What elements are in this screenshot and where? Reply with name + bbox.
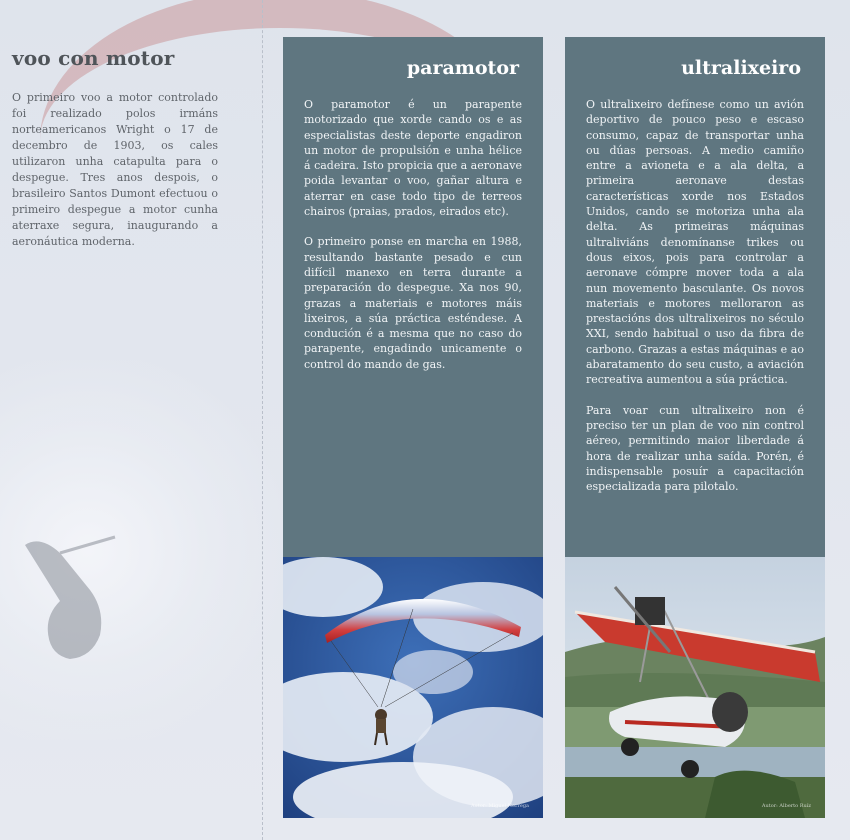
intro-section bbox=[12, 46, 218, 250]
paramotor-body bbox=[304, 97, 522, 387]
paramotor-title: paramotor bbox=[406, 57, 519, 79]
background-cloud bbox=[0, 360, 280, 740]
paramotor-photo bbox=[283, 557, 543, 818]
paramotor-paragraph-2: O primeiro ponse en marcha en 1988, resultando bastante pesado e cun difícil manexo en terra durante a preparación do despegue. Xa nos 90, grazas a materiais e motores máis lixeiros, a súa práctica esténdese. A condución é a mesma que no caso do parapente, engadindo unicamente o control do mando de gas. bbox=[304, 235, 522, 371]
paramotor-photo-credit: Autor: Miguel Nerrega bbox=[470, 803, 529, 809]
intro-title: voo con motor bbox=[12, 46, 175, 70]
ultralixeiro-photo-credit: Autor: Alberto Ruíz bbox=[761, 803, 811, 809]
paramotor-paragraph-1: O paramotor é un parapente motorizado que xorde cando os e as especialistas deste deporte engadiron un motor de propulsión e unha hélice á cadeira. Isto propicia que a aeronave poida levantar o voo, gañar altura e aterrar en case todo tipo de terreos chairos (praias, prados, eirados etc). bbox=[304, 98, 522, 219]
ultralixeiro-paragraph-1: O ultralixeiro defínese como un avión deportivo de pouco peso e escaso consumo, capaz de transportar unha ou dúas persoas. A medio camiño entre a avioneta e a ala delta, a primeira aeronave destas características xorde nos Estados Unidos, cando se motoriza unha ala delta. As primeiras máquinas ultraliviáns denomínanse trikes ou dous eixos, pois para controlar a aeronave cómpre mover toda a ala nun movemento basculante. Os novos materiais e motores melloraron as prestacións dos ultralixeiros no século XXI, sendo habitual o uso da fibra de carbono. Grazas a estas máquinas e ao abaratamento do seu custo, a aviación recreativa aumentou a súa práctica. bbox=[586, 98, 804, 387]
ultralixeiro-title: ultralixeiro bbox=[681, 57, 801, 79]
ultralixeiro-photo bbox=[565, 557, 825, 818]
fold-line bbox=[262, 0, 263, 840]
ultralixeiro-paragraph-2: Para voar cun ultralixeiro non é preciso ter un plan de voo nin control aéreo, permitindo maior liberdade á hora de realizar unha saída. Porén, é indispensable posuír a capacitación especializada para pilotalo. bbox=[586, 403, 804, 494]
ultralixeiro-photo-image bbox=[565, 557, 825, 818]
paramotor-panel bbox=[283, 37, 543, 818]
intro-text: O primeiro voo a motor controlado foi realizado polos irmáns norteamericanos Wright o 17 de decembro de 1903, os cales utilizaron unha catapulta para o despegue. Tres anos despois, o brasileiro Santos Dumont efectuou o primeiro despegue a motor cunha aterraxe segura, inaugurando a aeronáutica moderna. bbox=[12, 91, 218, 248]
background-pilot-silhouette bbox=[20, 535, 120, 660]
ultralixeiro-body bbox=[586, 97, 804, 509]
paramotor-photo-image bbox=[283, 557, 543, 818]
ultralixeiro-panel bbox=[565, 37, 825, 818]
